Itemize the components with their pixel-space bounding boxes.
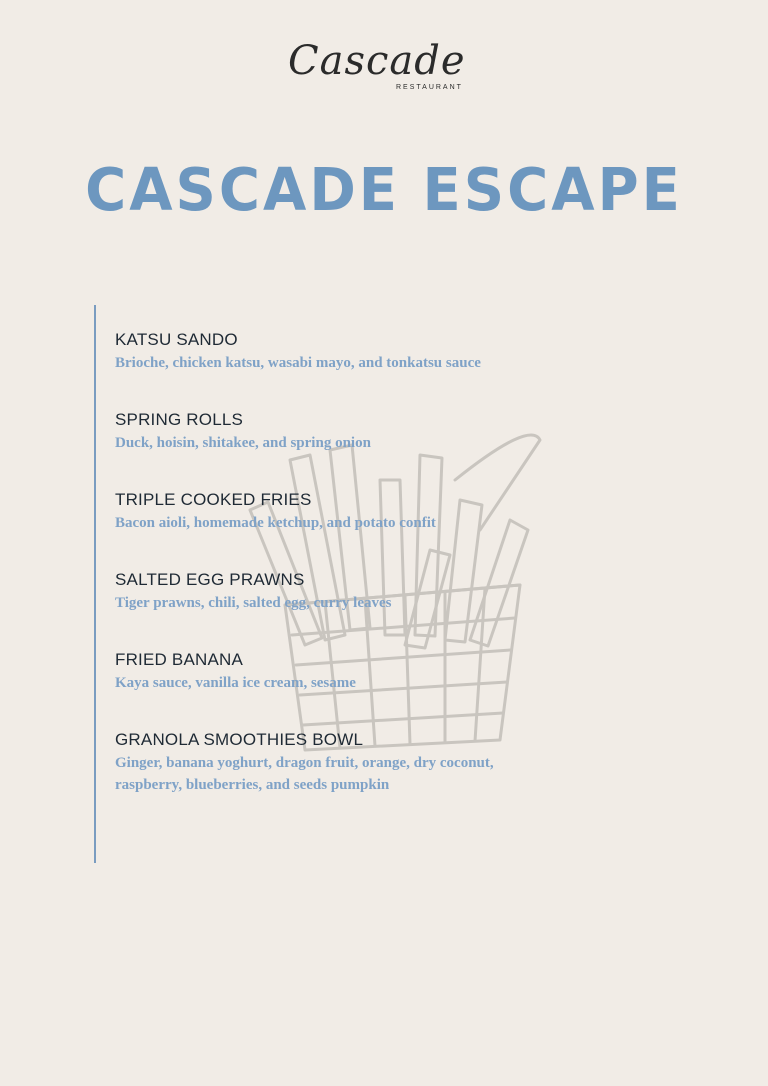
logo-script-text: Cascade <box>288 38 466 84</box>
menu-item <box>115 728 545 808</box>
menu-item-description: Bacon aioli, homemade ketchup, and potato confit <box>115 515 436 531</box>
menu-item-name: SALTED EGG PRAWNS <box>115 570 305 589</box>
page-title: CASCADE ESCAPE <box>85 156 683 225</box>
menu-item-name: KATSU SANDO <box>115 330 238 349</box>
logo-subtitle: RESTAURANT <box>396 84 463 91</box>
menu-item-name: FRIED BANANA <box>115 650 244 669</box>
accent-divider-line <box>94 305 96 863</box>
menu-item-description: Ginger, banana yoghurt, dragon fruit, orange, dry coconut, raspberry, blueberries, and seeds pumpkin <box>115 755 494 793</box>
menu-item-description: Brioche, chicken katsu, wasabi mayo, and tonkatsu sauce <box>115 355 481 371</box>
menu-item <box>115 328 675 408</box>
menu-item <box>115 648 675 728</box>
menu-item-description: Duck, hoisin, shitakee, and spring onion <box>115 435 371 451</box>
restaurant-logo <box>0 28 768 108</box>
menu-item <box>115 408 675 488</box>
menu-item-description: Tiger prawns, chili, salted egg, curry leaves <box>115 595 392 611</box>
menu-item-name: GRANOLA SMOOTHIES BOWL <box>115 730 364 749</box>
menu-item-name: TRIPLE COOKED FRIES <box>115 490 312 509</box>
menu-item <box>115 488 675 568</box>
menu-item-description: Kaya sauce, vanilla ice cream, sesame <box>115 675 356 691</box>
menu-item-name: SPRING ROLLS <box>115 410 244 429</box>
menu-list <box>115 328 675 808</box>
menu-item <box>115 568 675 648</box>
